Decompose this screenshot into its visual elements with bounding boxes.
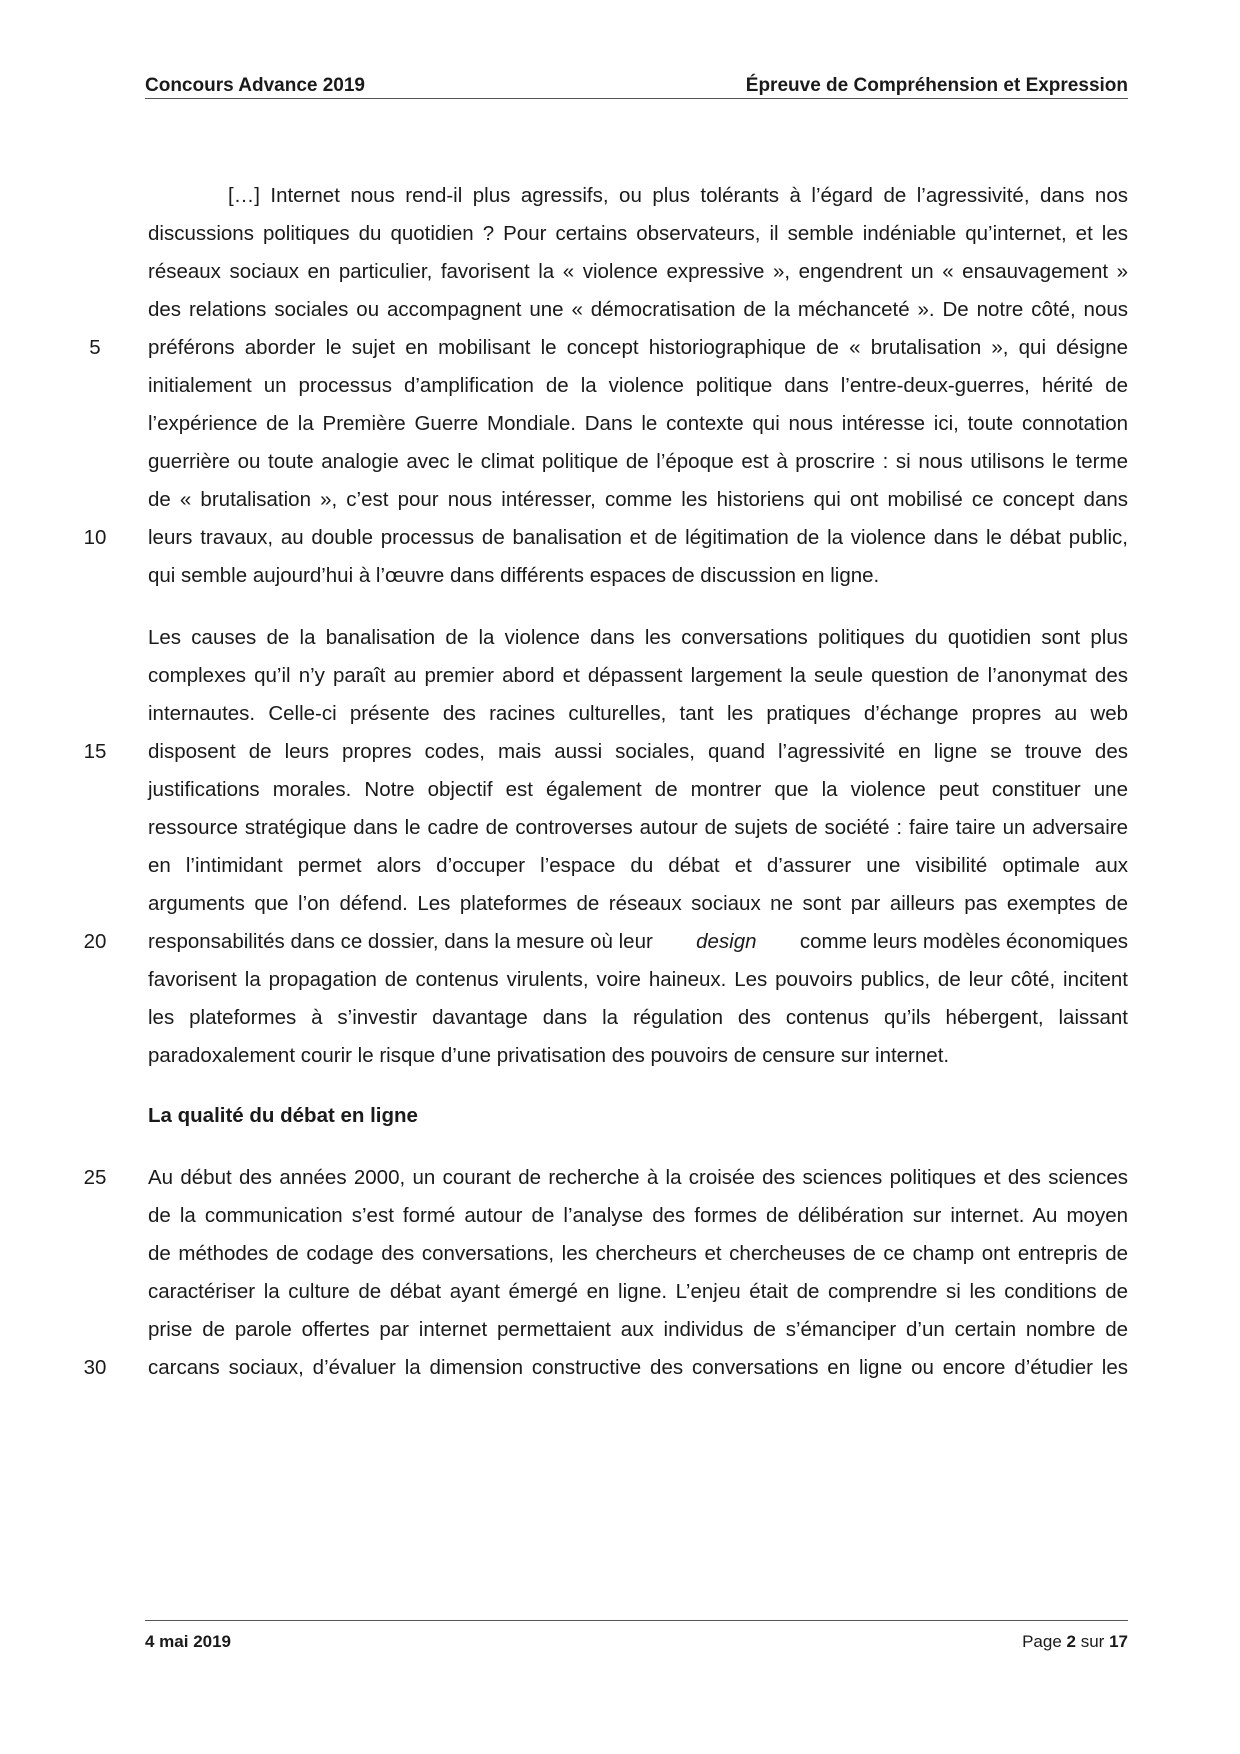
line-number: 5	[89, 336, 101, 359]
text-line: en l’intimidant permet alors d’occuper l’espace du débat et d’assurer une visibilité optimale aux	[148, 854, 1128, 877]
page-footer	[145, 1620, 1128, 1661]
text-line: de méthodes de codage des conversations, les chercheurs et chercheuses de ce champ ont entrepris de	[148, 1242, 1128, 1265]
text-line: de « brutalisation », c’est pour nous intéresser, comme les historiens qui ont mobilisé ce concept dans	[148, 488, 1128, 511]
text-line: leurs travaux, au double processus de banalisation et de légitimation de la violence dans le débat public,	[148, 526, 1128, 549]
text-line: les plateformes à s’investir davantage dans la régulation des contenus qu’ils hébergent, laissant	[148, 1006, 1128, 1029]
text-line	[148, 928, 1128, 956]
text-line: internautes. Celle-ci présente des racines culturelles, tant les pratiques d’échange propres au web	[148, 702, 1128, 725]
text-line: ressource stratégique dans le cadre de controverses autour de sujets de société : faire taire un adversaire	[148, 816, 1128, 839]
header-exam-title: Concours Advance 2019	[145, 75, 365, 96]
text-segment: responsabilités dans ce dossier, dans la mesure où leur	[148, 930, 653, 953]
footer-date: 4 mai 2019	[145, 1632, 232, 1651]
line-number: 20	[83, 930, 107, 953]
line-number: 30	[83, 1356, 107, 1379]
text-line: initialement un processus d’amplification de la violence politique dans l’entre-deux-guerres, hérité de	[148, 374, 1128, 397]
page-counter	[1022, 1632, 1128, 1652]
line-number: 10	[83, 526, 107, 549]
text-line: paradoxalement courir le risque d’une privatisation des pouvoirs de censure sur internet.	[148, 1044, 950, 1067]
line-number: 15	[83, 740, 107, 763]
text-line: guerrière ou toute analogie avec le climat politique de l’époque est à proscrire : si nous utilisons le terme	[148, 450, 1128, 473]
text-line: de la communication s’est formé autour de l’analyse des formes de délibération sur internet. Au moyen	[148, 1204, 1128, 1227]
text-line: discussions politiques du quotidien ? Pour certains observateurs, il semble indéniable qu’internet, et les	[148, 222, 1128, 245]
text-line: réseaux sociaux en particulier, favorisent la « violence expressive », engendrent un « ensauvagement »	[148, 260, 1128, 283]
text-line: justifications morales. Notre objectif est également de montrer que la violence peut constituer une	[148, 778, 1128, 801]
text-line: prise de parole offertes par internet permettaient aux individus de s’émanciper d’un certain nombre de	[148, 1318, 1128, 1341]
text-line: carcans sociaux, d’évaluer la dimension constructive des conversations en ligne ou encore d’étudier les	[148, 1356, 1128, 1379]
total-pages: 17	[1109, 1632, 1128, 1651]
header-section-title: Épreuve de Compréhension et Expression	[745, 75, 1128, 96]
page-sep: sur	[1080, 1632, 1105, 1651]
text-line: complexes qu’il n’y paraît au premier abord et dépassent largement la seule question de l’anonymat des	[148, 664, 1128, 687]
italic-word: design	[696, 930, 757, 953]
line-number: 25	[83, 1166, 107, 1189]
text-line: […] Internet nous rend-il plus agressifs, ou plus tolérants à l’égard de l’agressivité, dans nos	[228, 184, 1128, 207]
text-line: préférons aborder le sujet en mobilisant le concept historiographique de « brutalisation », qui désigne	[148, 336, 1128, 359]
text-line: Les causes de la banalisation de la violence dans les conversations politiques du quotidien sont plus	[148, 626, 1128, 649]
text-segment: comme leurs modèles économiques	[799, 930, 1128, 953]
page-header	[145, 70, 1128, 99]
text-line: favorisent la propagation de contenus virulents, voire haineux. Les pouvoirs publics, de leur côté, incitent	[148, 968, 1128, 991]
text-line: qui semble aujourd’hui à l’œuvre dans différents espaces de discussion en ligne.	[148, 564, 880, 587]
text-line: Au début des années 2000, un courant de recherche à la croisée des sciences politiques et des sciences	[148, 1166, 1128, 1189]
text-line: disposent de leurs propres codes, mais aussi sociales, quand l’agressivité en ligne se trouve des	[148, 740, 1128, 763]
section-heading: La qualité du débat en ligne	[148, 1104, 418, 1127]
current-page: 2	[1066, 1632, 1076, 1651]
text-line: des relations sociales ou accompagnent une « démocratisation de la méchanceté ». De notre côté, nous	[148, 298, 1128, 321]
page-label: Page	[1022, 1632, 1062, 1651]
text-line: caractériser la culture de débat ayant émergé en ligne. L’enjeu était de comprendre si les conditions de	[148, 1280, 1128, 1303]
text-line: arguments que l’on défend. Les plateformes de réseaux sociaux ne sont par ailleurs pas exemptes de	[148, 892, 1128, 915]
text-line: l’expérience de la Première Guerre Mondiale. Dans le contexte qui nous intéresse ici, toute connotation	[148, 412, 1128, 435]
